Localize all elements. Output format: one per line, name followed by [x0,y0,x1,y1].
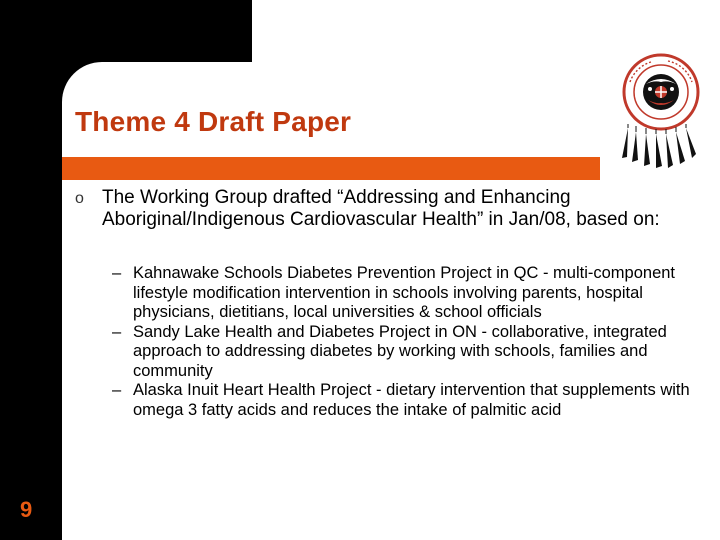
sub-bullet-text: Kahnawake Schools Diabetes Prevention Project in QC - multi-component lifestyle modification intervention in schools involving parents, hospital physicians, dietitians, local universities & school officials [133,264,676,321]
main-bullet-text: The Working Group drafted “Addressing and Enhancing Aboriginal/Indigenous Cardiovascular Health” in Jan/08, based on: [102,187,660,230]
slide-title: Theme 4 Draft Paper [75,106,352,137]
slide-number: 9 [20,497,33,522]
sub-bullet-text: Sandy Lake Health and Diabetes Project in ON - collaborative, integrated approach to addressing diabetes by working with schools, families and community [133,322,667,380]
list-item [112,323,712,382]
dash-marker: – [112,264,122,282]
list-item [112,381,712,420]
sub-bullet-text: Alaska Inuit Heart Health Project - dietary intervention that supplements with omega 3 fatty acids and reduces the intake of palmitic acid [133,381,690,419]
slide-frame-top [62,0,252,62]
main-bullet [75,187,705,231]
dash-marker: – [112,322,122,341]
bullet-marker: o [75,190,84,207]
list-item [112,264,712,323]
slide-frame-left [0,0,62,540]
dash-marker: – [112,381,122,399]
organization-logo-icon [606,52,710,170]
title-rule-orange [62,157,600,180]
sub-bullet-list [112,264,712,420]
